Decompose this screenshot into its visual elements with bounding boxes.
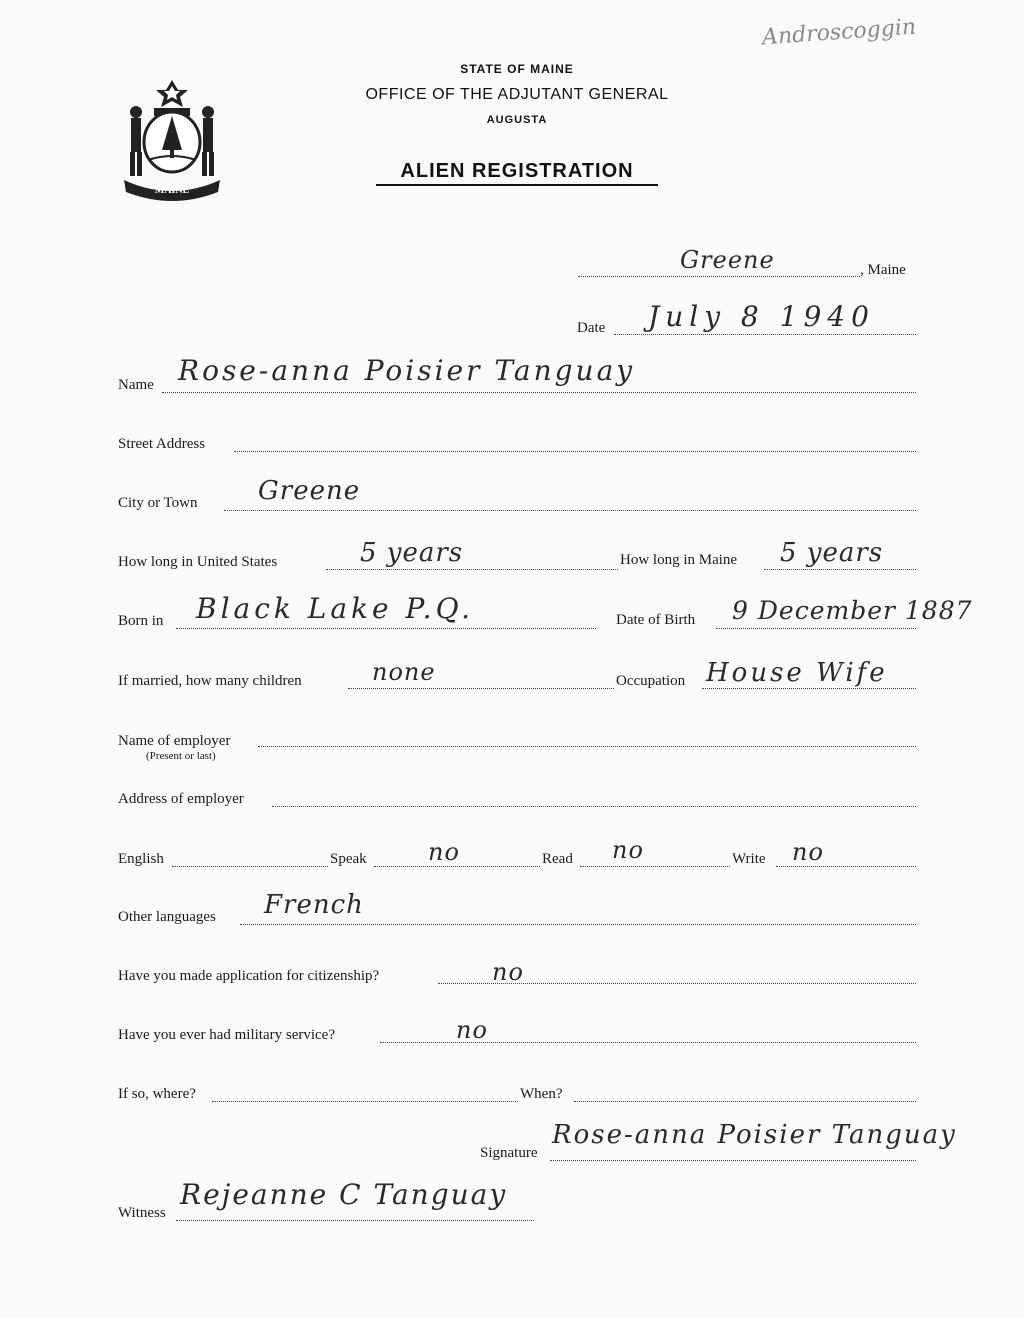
street-address-label: Street Address	[118, 436, 206, 452]
place-value[interactable]: Greene	[680, 246, 775, 274]
read-dotted-line	[580, 866, 730, 867]
date-value[interactable]: July 8 1940	[648, 300, 875, 333]
when-dotted-line	[574, 1101, 916, 1102]
write-label: Write	[732, 851, 766, 867]
children-value[interactable]: none	[372, 658, 436, 686]
read-label: Read	[542, 851, 573, 867]
occupation-label: Occupation	[616, 673, 686, 689]
children-dotted-line	[348, 688, 614, 689]
english-label: English	[118, 851, 164, 867]
date-of-birth-dotted-line	[716, 628, 916, 629]
place-suffix: , Maine	[860, 262, 906, 278]
occupation-value[interactable]: House Wife	[706, 658, 888, 688]
citizenship-label: Have you made application for citizenship?	[118, 968, 380, 984]
how-long-maine-value[interactable]: 5 years	[780, 538, 884, 568]
witness-dotted-line	[176, 1220, 534, 1221]
name-dotted-line	[162, 392, 916, 393]
read-value[interactable]: no	[612, 836, 644, 864]
how-long-maine-label: How long in Maine	[620, 552, 738, 568]
write-dotted-line	[776, 866, 916, 867]
signature-dotted-line	[550, 1160, 916, 1161]
title-underline	[376, 184, 658, 186]
city-dotted-line	[224, 510, 916, 511]
speak-value[interactable]: no	[428, 838, 460, 866]
how-long-us-label: How long in United States	[118, 554, 278, 570]
city-value[interactable]: Greene	[258, 476, 361, 506]
name-value[interactable]: Rose-anna Poisier Tanguay	[178, 354, 636, 387]
born-in-label: Born in	[118, 613, 164, 629]
witness-label: Witness	[118, 1205, 166, 1221]
other-languages-label: Other languages	[118, 909, 216, 925]
form-title: ALIEN REGISTRATION	[400, 160, 634, 182]
how-long-us-dotted-line	[326, 569, 618, 570]
other-languages-value[interactable]: French	[264, 890, 364, 920]
citizenship-value[interactable]: no	[492, 958, 524, 986]
military-label: Have you ever had military service?	[118, 1027, 335, 1043]
where-label: If so, where?	[118, 1086, 196, 1102]
signature-label: Signature	[480, 1145, 538, 1161]
occupation-dotted-line	[702, 688, 916, 689]
signature-value[interactable]: Rose-anna Poisier Tanguay	[552, 1120, 957, 1150]
english-dotted-line	[172, 866, 328, 867]
where-dotted-line	[212, 1101, 518, 1102]
speak-label: Speak	[330, 851, 367, 867]
header-city: AUGUSTA	[486, 114, 548, 126]
born-in-dotted-line	[176, 628, 596, 629]
other-languages-dotted-line	[240, 924, 916, 925]
date-of-birth-value[interactable]: 9 December 1887	[732, 596, 973, 625]
children-label: If married, how many children	[118, 673, 302, 689]
date-label: Date	[577, 320, 606, 336]
how-long-maine-dotted-line	[764, 569, 916, 570]
write-value[interactable]: no	[792, 838, 824, 866]
when-label: When?	[520, 1086, 563, 1102]
date-of-birth-label: Date of Birth	[616, 612, 696, 628]
street-address-dotted-line	[234, 451, 916, 452]
header-office: OFFICE OF THE ADJUTANT GENERAL	[365, 86, 669, 103]
city-label: City or Town	[118, 495, 198, 511]
header-state: STATE OF MAINE	[460, 62, 574, 76]
name-label: Name	[118, 377, 154, 393]
employer-name-sublabel: (Present or last)	[146, 750, 216, 762]
speak-dotted-line	[374, 866, 540, 867]
employer-name-label: Name of employer	[118, 733, 231, 749]
born-in-value[interactable]: Black Lake P.Q.	[196, 592, 475, 625]
place-dotted-line	[578, 276, 860, 277]
employer-name-dotted-line	[258, 746, 916, 747]
date-dotted-line	[614, 334, 916, 335]
employer-address-dotted-line	[272, 806, 916, 807]
svg-text:MAINE: MAINE	[154, 185, 190, 196]
employer-address-label: Address of employer	[118, 791, 244, 807]
how-long-us-value[interactable]: 5 years	[360, 538, 464, 568]
witness-value[interactable]: Rejeanne C Tanguay	[180, 1178, 508, 1211]
military-value[interactable]: no	[456, 1016, 488, 1044]
corner-pencil-note: Androscoggin	[761, 14, 917, 51]
